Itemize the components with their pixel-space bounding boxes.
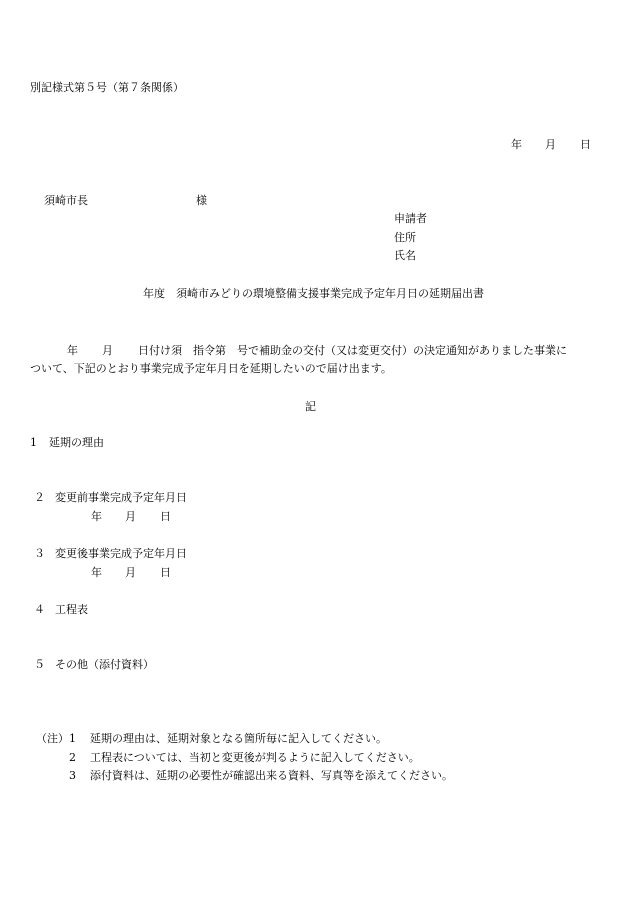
item-2-year: 年 — [91, 510, 102, 523]
addressee-name: 須崎市長 — [44, 194, 88, 207]
note-2-number: 2 — [69, 751, 76, 764]
item-3-year: 年 — [91, 566, 102, 579]
note-1-text: 延期の理由は、延期対象となる箇所毎に記入してください。 — [90, 732, 387, 745]
item-1-label: 延期の理由 — [49, 436, 104, 449]
note-3-text: 添付資料は、延期の必要性が確認出来る資料、写真等を添えてください。 — [90, 769, 453, 782]
note-2-text: 工程表については、当初と変更後が判るように記入してください。 — [90, 751, 420, 764]
item-2-day: 日 — [160, 510, 171, 523]
date-month: 月 — [545, 138, 556, 151]
ki-heading: 記 — [305, 400, 316, 413]
item-2-label: 変更前事業完成予定年月日 — [55, 491, 187, 504]
item-4-label: 工程表 — [55, 603, 88, 616]
item-3-number: ３ — [34, 547, 45, 560]
item-5-number: ５ — [34, 658, 45, 671]
item-3-day: 日 — [160, 566, 171, 579]
applicant-label: 申請者 — [394, 212, 427, 225]
item-2-month: 月 — [125, 510, 136, 523]
applicant-name: 氏名 — [394, 249, 416, 262]
form-header: 別記様式第５号（第７条関係） — [30, 81, 184, 94]
applicant-address: 住所 — [394, 231, 416, 244]
body-year: 年 — [67, 344, 78, 357]
item-3-label: 変更後事業完成予定年月日 — [55, 547, 187, 560]
body-line-2: ついて、下記のとおり事業完成予定年月日を延期したいので届け出ます。 — [30, 362, 392, 375]
note-1-number: 1 — [69, 732, 76, 745]
item-2-number: ２ — [34, 491, 45, 504]
item-3-month: 月 — [125, 566, 136, 579]
note-3-number: 3 — [69, 769, 76, 782]
body-month: 月 — [102, 344, 113, 357]
notes-prefix: （注） — [36, 732, 69, 745]
date-day: 日 — [580, 138, 591, 151]
item-5-label: その他（添付資料） — [55, 658, 154, 671]
body-notice-ref: 日付け須 指令第 号で補助金の交付（又は変更交付）の決定通知がありました事業に — [138, 344, 567, 357]
item-4-number: ４ — [34, 603, 45, 616]
item-1-number: 1 — [30, 436, 37, 449]
date-year: 年 — [511, 138, 522, 151]
document-title: 年度 須崎市みどりの環境整備支援事業完成予定年月日の延期届出書 — [143, 287, 484, 300]
addressee-honorific: 様 — [196, 194, 207, 207]
